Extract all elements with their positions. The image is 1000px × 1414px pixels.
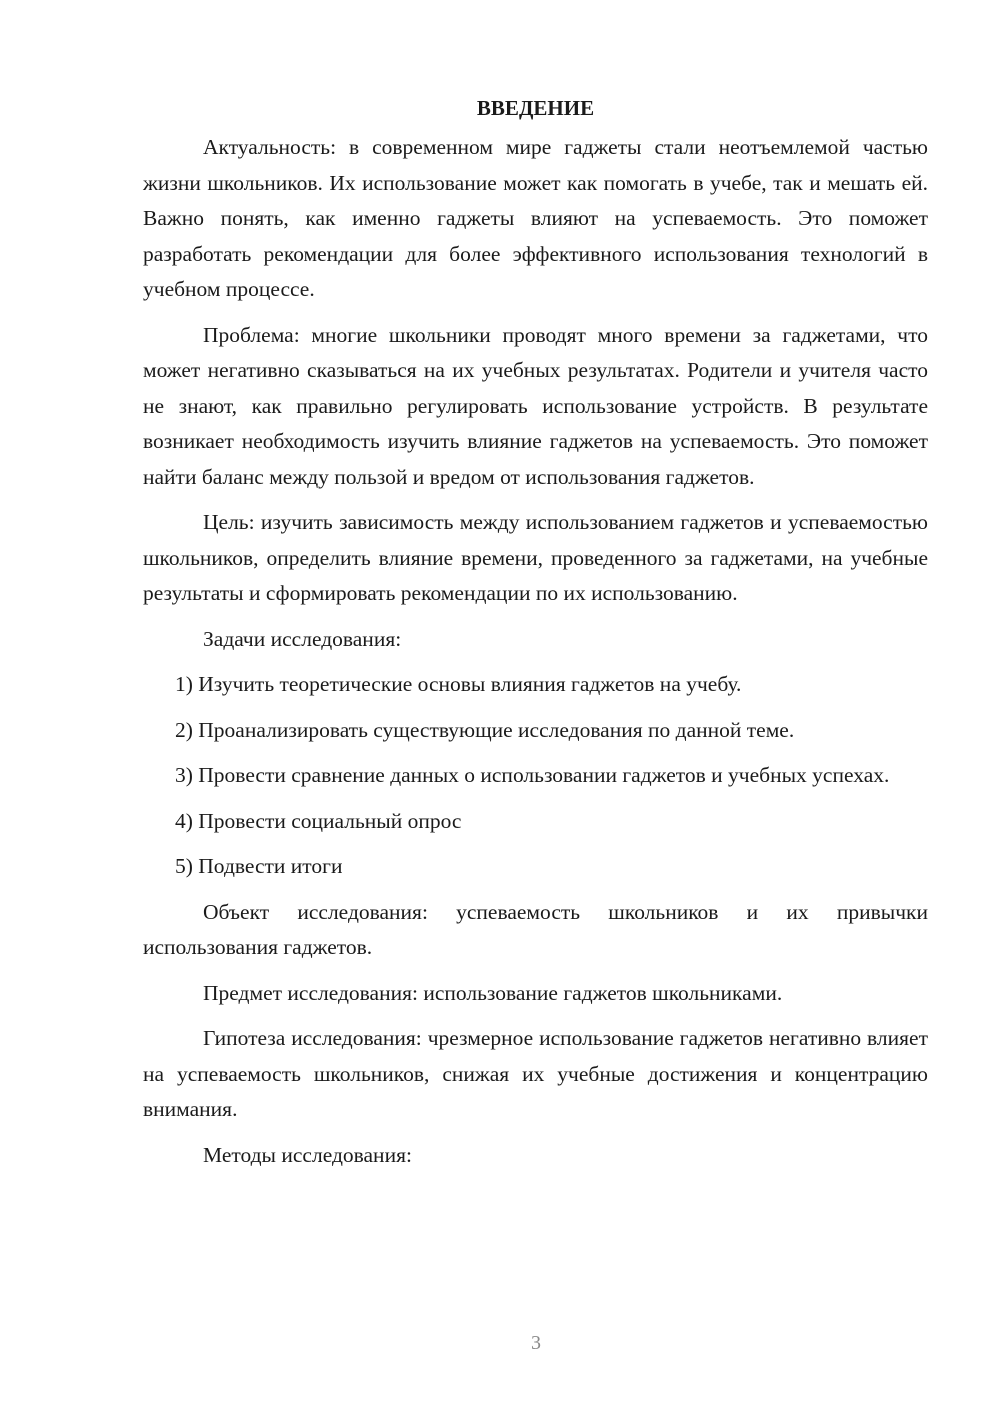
task-item-5: 5) Подвести итоги	[175, 854, 343, 878]
task-item-1: 1) Изучить теоретические основы влияния гаджетов на учебу.	[175, 672, 742, 696]
task-item-4: 4) Провести социальный опрос	[175, 808, 462, 833]
page-number: 3	[531, 1332, 541, 1354]
tasks-heading: Задачи исследования:	[203, 626, 402, 651]
subject-paragraph: Предмет исследования: использование гаджетов школьниками.	[203, 980, 783, 1005]
goal-paragraph: Цель: изучить зависимость между использованием гаджетов и успеваемостью школьников, определить влияние времени, проведенного за гаджетами, на учебные результаты и сформировать рекомендации по их использованию.	[143, 510, 928, 605]
task-item-2: 2) Проанализировать существующие исследования по данной теме.	[175, 717, 795, 742]
object-paragraph: Объект исследования: успеваемость школьников и их привычки использования гаджетов.	[143, 899, 928, 959]
task-item-3: 3) Провести сравнение данных о использовании гаджетов и учебных успехах.	[175, 763, 890, 787]
hypothesis-paragraph: Гипотеза исследования: чрезмерное использование гаджетов негативно влияет на успеваемость школьников, снижая их учебные достижения и концентрацию внимания.	[143, 1026, 928, 1121]
methods-heading: Методы исследования:	[203, 1142, 412, 1167]
section-title: ВВЕДЕНИЕ	[476, 96, 595, 120]
document-page	[143, 90, 928, 1173]
problem-paragraph: Проблема: многие школьники проводят много времени за гаджетами, что может негативно сказываться на их учебных результатах. Родители и учителя часто не знают, как правильно регулировать использование устройств. В результате возникает необходимость изучить влияние гаджетов на успеваемость. Это поможет найти баланс между пользой и вредом от использования гаджетов.	[143, 322, 928, 489]
relevance-paragraph: Актуальность: в современном мире гаджеты стали неотъемлемой частью жизни школьников. Их использование может как помогать в учебе, так и мешать ей. Важно понять, как именно гаджеты влияют на успеваемость. Это поможет разработать рекомендации для более эффективного использования технологий в учебном процессе.	[143, 135, 928, 301]
